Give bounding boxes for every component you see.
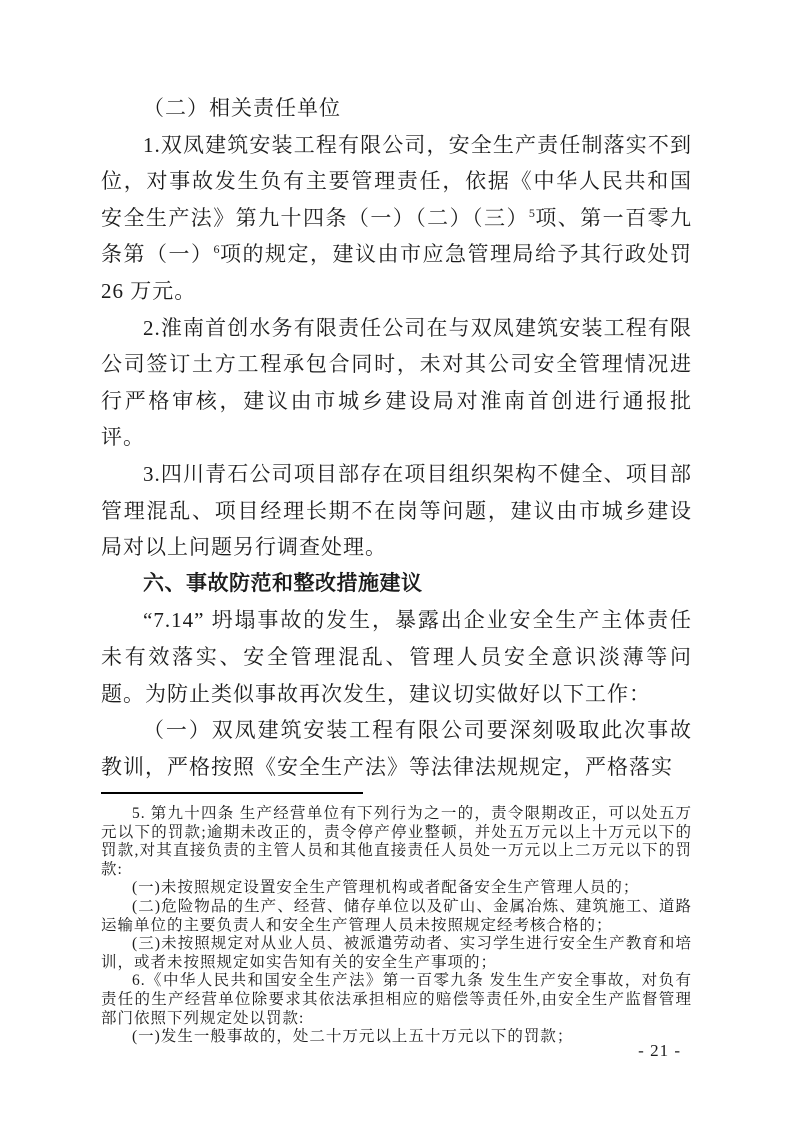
footnote-6-sub-1: (一)发生一般事故的，处二十万元以上五十万元以下的罚款； — [132, 1028, 574, 1046]
footnote-5-sub-3: (三)未按照规定对从业人员、被派遣劳动者、实习学生进行安全生产教育和培训，或者未按照规定如实告知有关的安全生产事项的； — [101, 935, 692, 971]
responsibility-item-2: 2.淮南首创水务有限责任公司在与双凤建筑安装工程有限公司签订土方工程承包合同时，未对其公司安全管理情况进行严格审核，建议由市城乡建设局对淮南首创进行通报批评。 — [101, 315, 692, 450]
footnote-6-main: 6.《中华人民共和国安全生产法》第一百零九条 发生生产安全事故，对负有责任的生产经营单位除要求其依法承担相应的赔偿等责任外,由安全生产监督管理部门依照下列规定处以罚款: — [101, 972, 692, 1027]
footnotes-block — [101, 805, 692, 1047]
item1-text-a: 1.双凤建筑安装工程有限公司，安全生产责任制落实不到位，对事故发生负有主要管理责任，依据《中华人民共和国安全生产法》第九十四条（一）（二）（三） — [101, 132, 692, 230]
responsibility-item-3: 3.四川青石公司项目部存在项目组织架构不健全、项目部管理混乱、项目经理长期不在岗等问题，建议由市城乡建设局对以上问题另行调查处理。 — [101, 461, 692, 560]
page-number: - 21 - — [638, 1041, 681, 1060]
footnote-5-sub-2: (二)危险物品的生产、经营、储存单位以及矿山、金属冶炼、建筑施工、道路运输单位的主要负责人和安全生产管理人员未按照规定经考核合格的； — [101, 897, 692, 934]
footnote-5-sub-1: (一)未按照规定设置安全生产管理机构或者配备安全生产管理人员的； — [132, 879, 640, 897]
prevention-measure-1: （一）双凤建筑安装工程有限公司要深刻吸取此次事故教训，严格按照《安全生产法》等法律法规规定，严格落实 — [101, 718, 692, 779]
report-body — [101, 90, 692, 785]
section-heading: （二）相关责任单位 — [143, 96, 341, 120]
footnote-ref-5: 5 — [528, 205, 535, 220]
item1-text-c: 项的规定，建议由市应急管理局给予其行政处罚 26 万元。 — [101, 242, 692, 303]
footnote-5-main: 5. 第九十四条 生产经营单位有下列行为之一的，责令限期改正，可以处五万元以下的罚款;逾期未改正的，责令停产停业整顿，并处五万元以上十万元以下的罚款,对其直接负责的主管人员和其他直接责任人员处一万元以上二万元以下的罚款: — [101, 805, 692, 878]
responsibility-item-1 — [101, 127, 692, 310]
prevention-overview-paragraph: “7.14” 坍塌事故的发生，暴露出企业安全生产主体责任未有效落实、安全管理混乱、管理人员安全意识淡薄等问题。为防止类似事故再次发生，建议切实做好以下工作： — [101, 608, 692, 706]
chapter-heading: 六、事故防范和整改措施建议 — [143, 571, 423, 595]
footnote-ref-6: 6 — [213, 242, 220, 257]
footnote-separator — [101, 792, 363, 794]
item1-text-b: 项、第一百零九条第（一） — [101, 205, 693, 267]
